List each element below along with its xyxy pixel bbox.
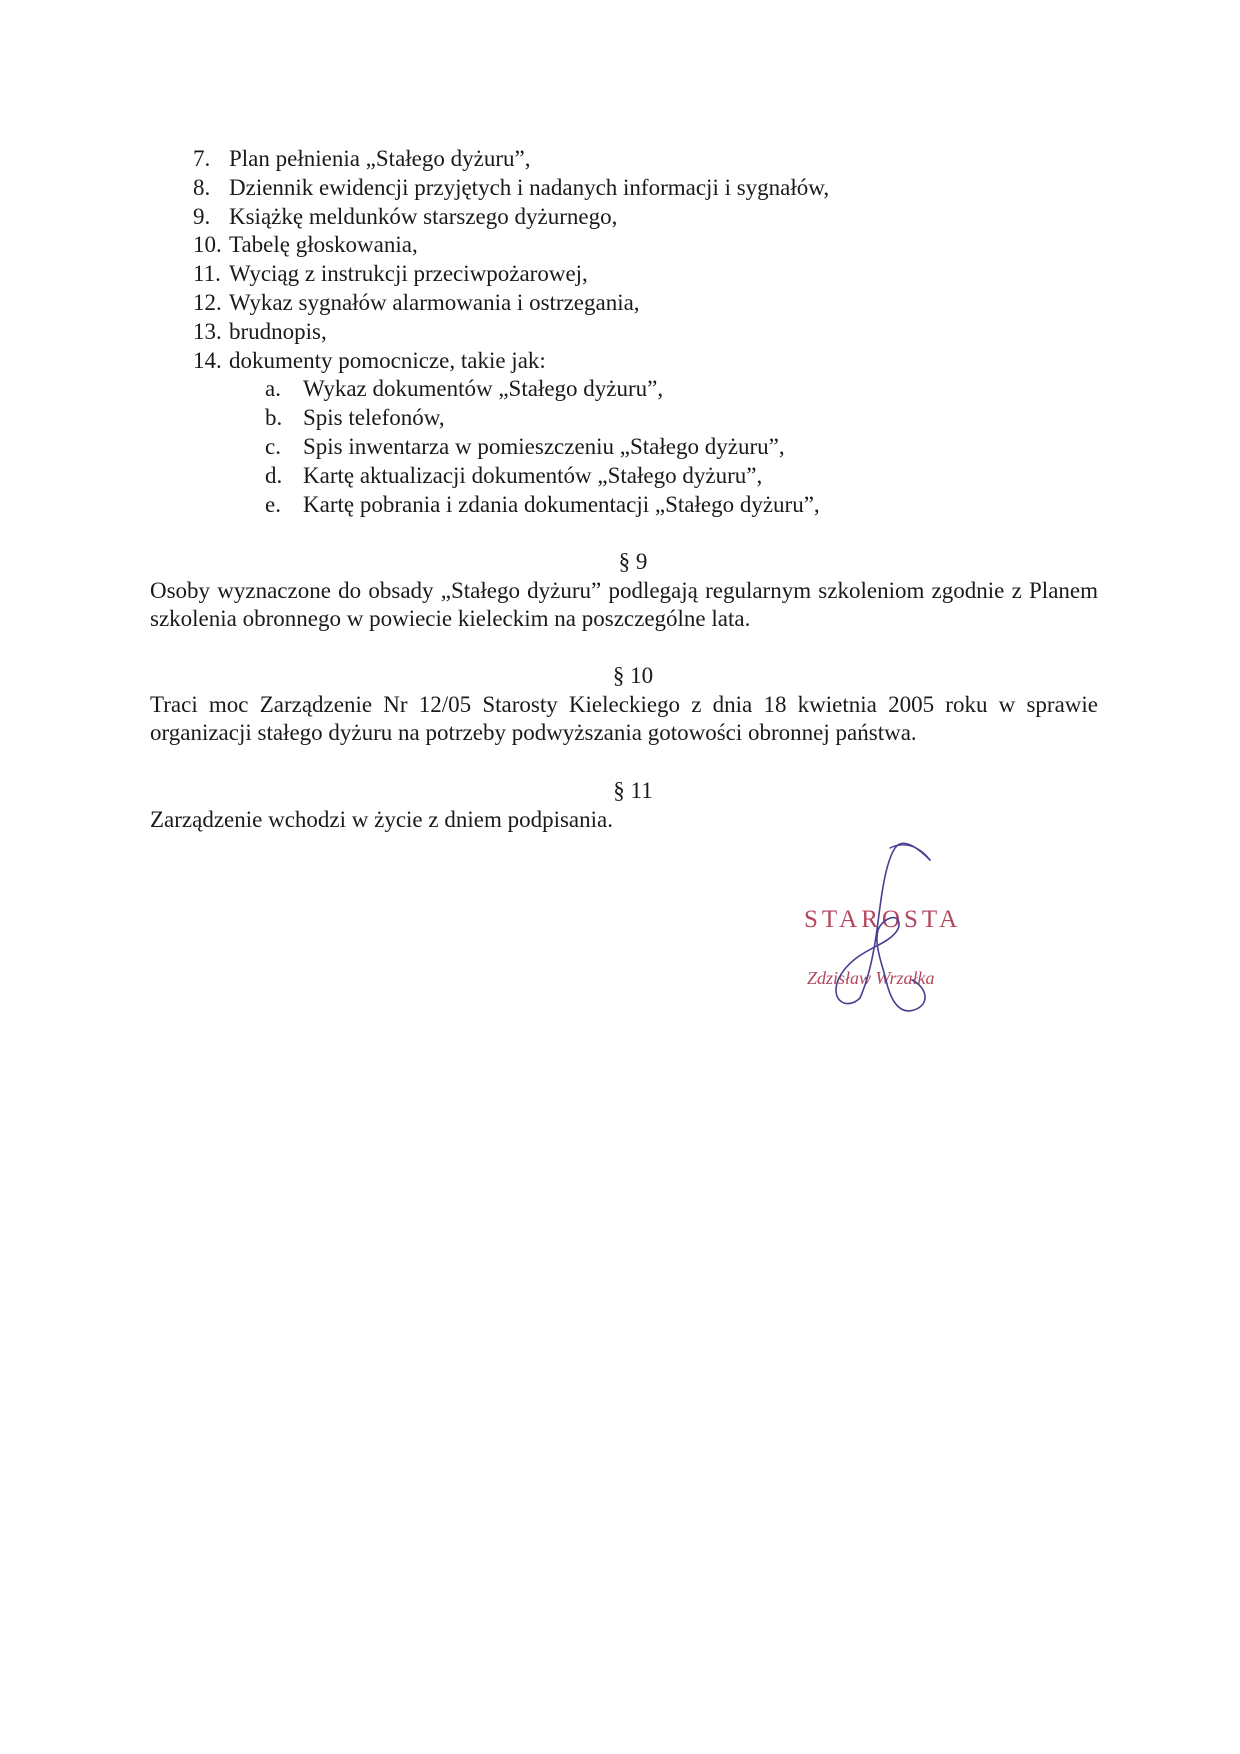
sublist-item [193, 433, 829, 462]
sublist-item-letter: c. [265, 433, 281, 459]
sublist-container [193, 375, 829, 519]
list-item-number: 14. [193, 347, 222, 373]
list-item-number: 13. [193, 318, 222, 344]
list-item [193, 347, 829, 376]
list-item [193, 203, 829, 232]
section-heading: § 11 [613, 778, 653, 803]
sublist-item [193, 491, 829, 520]
stamp-title: STAROSTA [804, 906, 962, 933]
list-item-number: 8. [193, 174, 211, 200]
list-item-number: 10. [193, 232, 222, 258]
list-item [193, 174, 829, 203]
list-item-text: Tabelę głoskowania, [229, 232, 418, 258]
sublist-item-letter: b. [265, 405, 283, 431]
starosta-stamp [790, 830, 990, 1030]
list-item-text: Dziennik ewidencji przyjętych i nadanych informacji i sygnałów, [229, 174, 830, 200]
section-paragraph: Osoby wyznaczone do obsady „Stałego dyżuru” podlegają regularnym szkoleniom zgodnie z Planem szkolenia obronnego w powiecie kieleckim na poszczególne lata. [150, 577, 1098, 631]
list-item-text: brudnopis, [229, 318, 327, 344]
section-9 [150, 548, 1098, 634]
sublist-item-letter: d. [265, 462, 283, 488]
sublist-item-text: Kartę pobrania i zdania dokumentacji „Stałego dyżuru”, [303, 491, 820, 517]
sublist-item-text: Spis telefonów, [303, 405, 445, 431]
section-10 [150, 662, 1098, 748]
list-item-text: dokumenty pomocnicze, takie jak: [229, 347, 546, 373]
list-item-number: 11. [193, 261, 221, 287]
sublist-item [193, 404, 829, 433]
list-item-text: Wykaz sygnałów alarmowania i ostrzegania, [229, 289, 640, 315]
auxiliary-documents-sublist [193, 375, 829, 519]
stamp-name: Zdzisław Wrzałka [807, 968, 935, 988]
section-paragraph: Zarządzenie wchodzi w życie z dniem podpisania. [150, 806, 613, 832]
sublist-item [193, 375, 829, 404]
documents-list [193, 145, 829, 519]
list-item [193, 289, 829, 318]
section-11 [150, 777, 1098, 834]
sublist-item [193, 462, 829, 491]
sublist-item-letter: e. [265, 491, 281, 517]
section-heading: § 10 [612, 663, 654, 688]
section-heading: § 9 [618, 549, 648, 574]
sublist-item-text: Spis inwentarza w pomieszczeniu „Stałego dyżuru”, [303, 433, 785, 459]
sublist-item-text: Kartę aktualizacji dokumentów „Stałego dyżuru”, [303, 462, 763, 488]
list-item-number: 12. [193, 289, 222, 315]
list-item-text: Plan pełnienia „Stałego dyżuru”, [229, 146, 531, 171]
list-item-number: 7. [193, 146, 211, 171]
sublist-item-letter: a. [265, 376, 281, 402]
list-item-text: Wyciąg z instrukcji przeciwpożarowej, [229, 261, 588, 287]
section-paragraph: Traci moc Zarządzenie Nr 12/05 Starosty Kieleckiego z dnia 18 kwietnia 2005 roku w sprawie organizacji stałego dyżuru na potrzeby podwyższania gotowości obronnej państwa. [150, 691, 1098, 745]
list-item-text: Książkę meldunków starszego dyżurnego, [229, 203, 618, 229]
list-item [193, 231, 829, 260]
list-item [193, 318, 829, 347]
sublist-item-text: Wykaz dokumentów „Stałego dyżuru”, [303, 376, 664, 402]
list-item [193, 260, 829, 289]
list-item [193, 145, 829, 174]
list-item-number: 9. [193, 203, 211, 229]
